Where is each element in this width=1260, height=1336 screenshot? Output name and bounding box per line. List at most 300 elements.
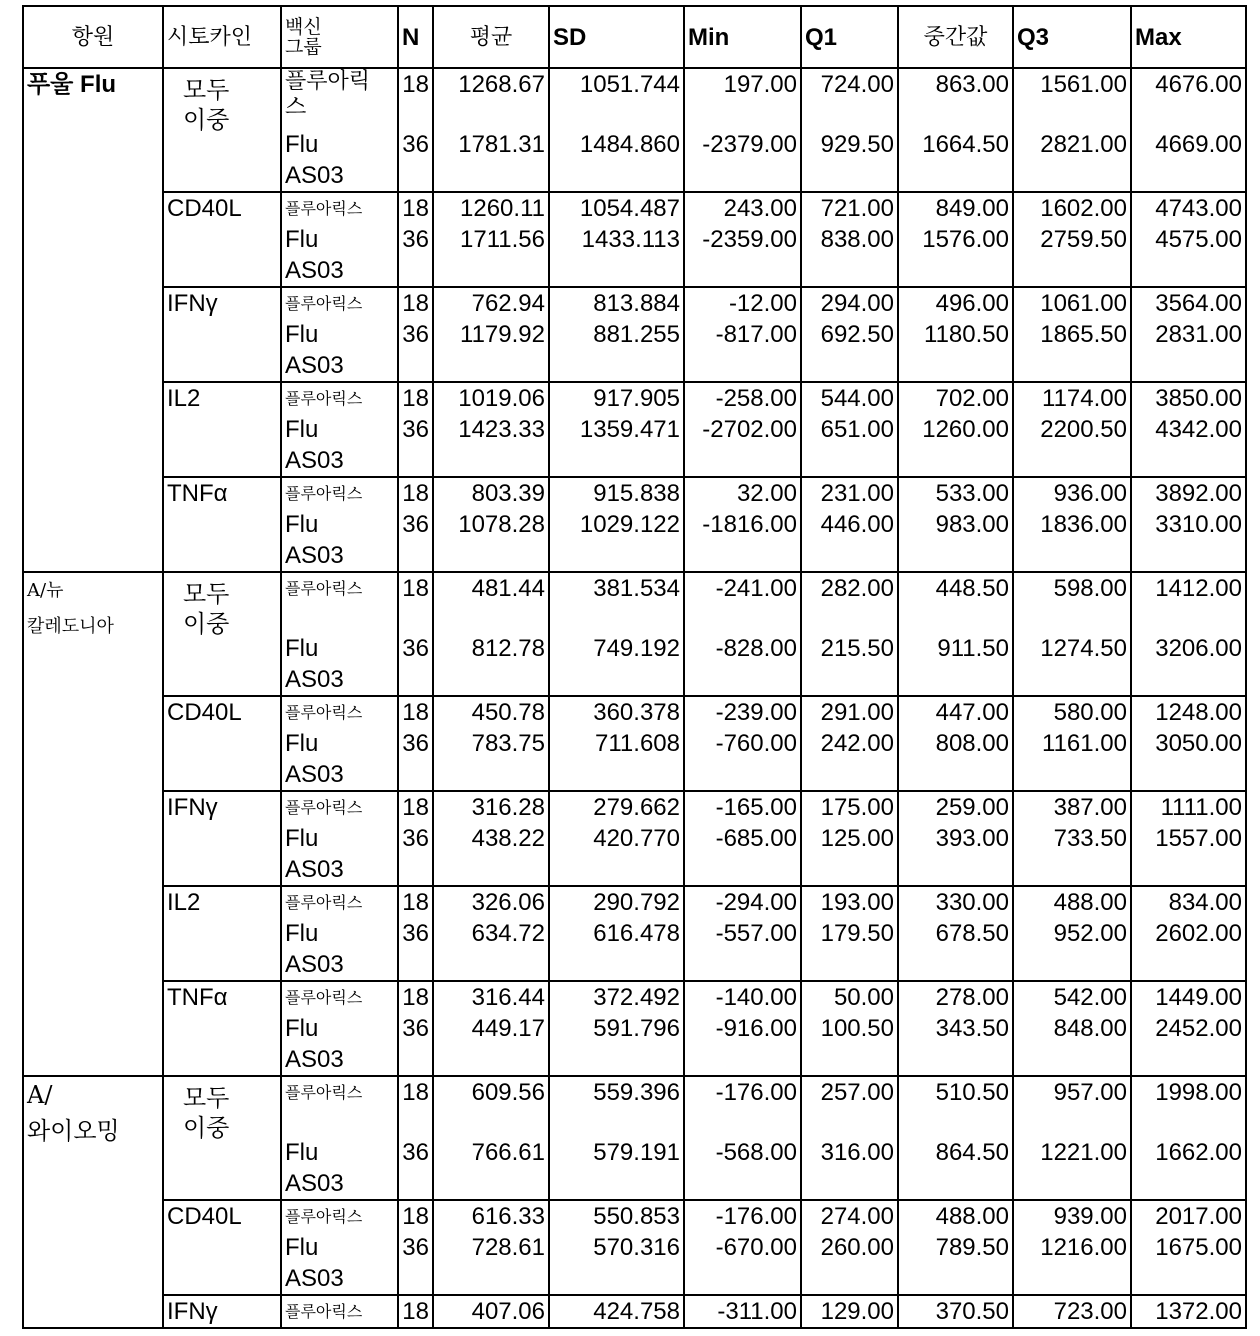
antigen-label: A/ 와이오밍 xyxy=(27,1077,159,1149)
value-sd: 1433.113 xyxy=(553,224,680,255)
value-mean: 316.28 xyxy=(437,792,545,823)
value-n: 36 xyxy=(402,1013,429,1044)
cell-n xyxy=(398,68,433,192)
value-sd: 420.770 xyxy=(553,823,680,854)
antigen-label: A/뉴 칼레도니아 xyxy=(27,573,159,645)
cell-q1 xyxy=(801,382,898,477)
vaccine-group-label: 플루아릭스 xyxy=(285,193,394,224)
cell-q3 xyxy=(1013,981,1131,1076)
value-max: 4575.00 xyxy=(1135,224,1242,255)
value-max: 1662.00 xyxy=(1135,1137,1242,1168)
cell-q3 xyxy=(1013,477,1131,572)
header-max: Max xyxy=(1131,6,1246,68)
value-sd: 372.492 xyxy=(553,982,680,1013)
vaccine-group-label: Flu AS03 xyxy=(285,414,345,476)
value-min: -140.00 xyxy=(688,982,797,1013)
value-q1: 125.00 xyxy=(805,823,894,854)
value-max: 1557.00 xyxy=(1135,823,1242,854)
value-min: -176.00 xyxy=(688,1077,797,1137)
value-sd: 550.853 xyxy=(553,1201,680,1232)
value-median: 330.00 xyxy=(902,887,1009,918)
cell-sd xyxy=(549,287,684,382)
vaccine-group-label: 플루아릭스 xyxy=(285,697,394,728)
cell-q1 xyxy=(801,791,898,886)
value-q1: 242.00 xyxy=(805,728,894,759)
vaccine-group-label: Flu AS03 xyxy=(285,129,345,191)
value-max: 1248.00 xyxy=(1135,697,1242,728)
vaccine-group-label: Flu AS03 xyxy=(285,1137,345,1199)
value-q3: 848.00 xyxy=(1017,1013,1127,1044)
table-row xyxy=(23,1076,1246,1200)
value-q1: 929.50 xyxy=(805,129,894,160)
cell-n xyxy=(398,572,433,696)
vaccine-group-label: Flu AS03 xyxy=(285,509,345,571)
table-row xyxy=(23,287,1246,382)
cell-min xyxy=(684,1295,801,1328)
cell-q3 xyxy=(1013,1076,1131,1200)
value-n: 18 xyxy=(402,478,429,509)
cell-min xyxy=(684,886,801,981)
cell-mean xyxy=(433,287,549,382)
value-min: -176.00 xyxy=(688,1201,797,1232)
value-max: 1412.00 xyxy=(1135,573,1242,633)
table-row xyxy=(23,791,1246,886)
value-mean: 449.17 xyxy=(437,1013,545,1044)
vaccine-group-cell xyxy=(281,791,398,886)
value-q3: 488.00 xyxy=(1017,887,1127,918)
value-q1: 316.00 xyxy=(805,1137,894,1168)
value-max: 1998.00 xyxy=(1135,1077,1242,1137)
cell-median xyxy=(898,886,1013,981)
value-max: 3310.00 xyxy=(1135,509,1242,540)
header-cytokine: 시토카인 xyxy=(163,6,281,68)
value-median: 702.00 xyxy=(902,383,1009,414)
value-mean: 762.94 xyxy=(437,288,545,319)
value-n: 36 xyxy=(402,509,429,540)
value-n: 18 xyxy=(402,383,429,414)
value-max: 2831.00 xyxy=(1135,319,1242,350)
value-q3: 939.00 xyxy=(1017,1201,1127,1232)
value-min: -311.00 xyxy=(688,1296,797,1327)
value-min: -2359.00 xyxy=(688,224,797,255)
value-q1: 129.00 xyxy=(805,1296,894,1327)
value-n: 18 xyxy=(402,69,429,129)
cell-max xyxy=(1131,791,1246,886)
value-median: 1180.50 xyxy=(902,319,1009,350)
cell-max xyxy=(1131,572,1246,696)
cell-n xyxy=(398,1295,433,1328)
value-q1: 651.00 xyxy=(805,414,894,445)
cell-max xyxy=(1131,886,1246,981)
value-mean: 481.44 xyxy=(437,573,545,633)
value-q1: 721.00 xyxy=(805,193,894,224)
cell-median xyxy=(898,382,1013,477)
value-mean: 803.39 xyxy=(437,478,545,509)
cell-q1 xyxy=(801,1295,898,1328)
value-mean: 766.61 xyxy=(437,1137,545,1168)
cell-n xyxy=(398,192,433,287)
value-sd: 1054.487 xyxy=(553,193,680,224)
cytokine-label: IL2 xyxy=(167,383,277,414)
cell-max xyxy=(1131,1295,1246,1328)
cell-median xyxy=(898,696,1013,791)
value-max: 2452.00 xyxy=(1135,1013,1242,1044)
value-q3: 1561.00 xyxy=(1017,69,1127,129)
cell-median xyxy=(898,477,1013,572)
value-q1: 274.00 xyxy=(805,1201,894,1232)
cell-median xyxy=(898,1295,1013,1328)
cell-n xyxy=(398,382,433,477)
cytokine-label: TNFα xyxy=(167,982,277,1013)
cell-mean xyxy=(433,382,549,477)
value-min: -685.00 xyxy=(688,823,797,854)
value-sd: 570.316 xyxy=(553,1232,680,1263)
value-median: 496.00 xyxy=(902,288,1009,319)
value-min: -258.00 xyxy=(688,383,797,414)
value-max: 4676.00 xyxy=(1135,69,1242,129)
value-median: 343.50 xyxy=(902,1013,1009,1044)
value-sd: 279.662 xyxy=(553,792,680,823)
cell-min xyxy=(684,791,801,886)
cell-median xyxy=(898,192,1013,287)
value-mean: 1781.31 xyxy=(437,129,545,160)
vaccine-group-label: 플루아릭스 xyxy=(285,792,394,823)
cell-mean xyxy=(433,696,549,791)
value-min: -670.00 xyxy=(688,1232,797,1263)
value-max: 3892.00 xyxy=(1135,478,1242,509)
cytokine-cell xyxy=(163,1200,281,1295)
value-q3: 1602.00 xyxy=(1017,193,1127,224)
antigen-label: 푸울 Flu xyxy=(27,69,159,100)
cell-n xyxy=(398,1200,433,1295)
cell-sd xyxy=(549,981,684,1076)
value-q1: 294.00 xyxy=(805,288,894,319)
cell-max xyxy=(1131,696,1246,791)
value-min: -817.00 xyxy=(688,319,797,350)
value-n: 18 xyxy=(402,288,429,319)
value-q3: 387.00 xyxy=(1017,792,1127,823)
value-median: 849.00 xyxy=(902,193,1009,224)
value-mean: 1260.11 xyxy=(437,193,545,224)
cell-q1 xyxy=(801,1200,898,1295)
cell-max xyxy=(1131,382,1246,477)
value-q3: 1174.00 xyxy=(1017,383,1127,414)
value-q3: 1161.00 xyxy=(1017,728,1127,759)
table-row xyxy=(23,696,1246,791)
cell-q1 xyxy=(801,68,898,192)
value-q1: 100.50 xyxy=(805,1013,894,1044)
cell-q1 xyxy=(801,1076,898,1200)
cell-max xyxy=(1131,1076,1246,1200)
cell-sd xyxy=(549,382,684,477)
cell-q3 xyxy=(1013,68,1131,192)
value-sd: 591.796 xyxy=(553,1013,680,1044)
value-q3: 580.00 xyxy=(1017,697,1127,728)
cell-mean xyxy=(433,477,549,572)
header-sd: SD xyxy=(549,6,684,68)
vaccine-group-label: Flu AS03 xyxy=(285,728,345,790)
cytokine-cell xyxy=(163,68,281,192)
value-q3: 598.00 xyxy=(1017,573,1127,633)
cytokine-label: IFNγ xyxy=(167,1296,277,1327)
value-mean: 812.78 xyxy=(437,633,545,664)
cell-n xyxy=(398,886,433,981)
table-row xyxy=(23,192,1246,287)
cytokine-label: 모두 이중 xyxy=(167,69,277,135)
value-q1: 838.00 xyxy=(805,224,894,255)
cell-q3 xyxy=(1013,1295,1131,1328)
cell-q1 xyxy=(801,981,898,1076)
value-mean: 609.56 xyxy=(437,1077,545,1137)
cell-mean xyxy=(433,886,549,981)
value-sd: 749.192 xyxy=(553,633,680,664)
value-mean: 326.06 xyxy=(437,887,545,918)
vaccine-group-label: Flu AS03 xyxy=(285,1013,345,1075)
value-median: 533.00 xyxy=(902,478,1009,509)
cell-median xyxy=(898,791,1013,886)
value-max: 4743.00 xyxy=(1135,193,1242,224)
value-median: 911.50 xyxy=(902,633,1009,664)
value-median: 393.00 xyxy=(902,823,1009,854)
value-max: 3564.00 xyxy=(1135,288,1242,319)
cell-q1 xyxy=(801,477,898,572)
table-row xyxy=(23,1295,1246,1328)
value-mean: 316.44 xyxy=(437,982,545,1013)
cell-n xyxy=(398,791,433,886)
table-row xyxy=(23,68,1246,192)
cell-n xyxy=(398,1076,433,1200)
value-q3: 1221.00 xyxy=(1017,1137,1127,1168)
value-sd: 881.255 xyxy=(553,319,680,350)
value-sd: 424.758 xyxy=(553,1296,680,1327)
value-min: 197.00 xyxy=(688,69,797,129)
value-mean: 1423.33 xyxy=(437,414,545,445)
value-median: 448.50 xyxy=(902,573,1009,633)
value-max: 3050.00 xyxy=(1135,728,1242,759)
value-min: -828.00 xyxy=(688,633,797,664)
antigen-cell xyxy=(23,572,163,1076)
value-q3: 2821.00 xyxy=(1017,129,1127,160)
value-min: -557.00 xyxy=(688,918,797,949)
value-median: 1664.50 xyxy=(902,129,1009,160)
value-min: -760.00 xyxy=(688,728,797,759)
cell-q1 xyxy=(801,287,898,382)
cell-sd xyxy=(549,886,684,981)
cytokine-statistics-table xyxy=(22,5,1247,1329)
cell-n xyxy=(398,696,433,791)
vaccine-group-label: 플루아릭스 xyxy=(285,69,380,129)
value-q1: 724.00 xyxy=(805,69,894,129)
value-sd: 381.534 xyxy=(553,573,680,633)
cell-sd xyxy=(549,1200,684,1295)
value-mean: 407.06 xyxy=(437,1296,545,1327)
cytokine-cell xyxy=(163,696,281,791)
cell-min xyxy=(684,981,801,1076)
value-median: 863.00 xyxy=(902,69,1009,129)
header-median: 중간값 xyxy=(898,6,1013,68)
vaccine-group-cell xyxy=(281,287,398,382)
cell-mean xyxy=(433,68,549,192)
cell-q1 xyxy=(801,572,898,696)
value-min: 243.00 xyxy=(688,193,797,224)
cell-mean xyxy=(433,1295,549,1328)
value-q1: 257.00 xyxy=(805,1077,894,1137)
cell-median xyxy=(898,1076,1013,1200)
value-mean: 1268.67 xyxy=(437,69,545,129)
table-row xyxy=(23,382,1246,477)
value-sd: 813.884 xyxy=(553,288,680,319)
value-max: 3850.00 xyxy=(1135,383,1242,414)
table-row xyxy=(23,981,1246,1076)
value-max: 1449.00 xyxy=(1135,982,1242,1013)
value-n: 18 xyxy=(402,982,429,1013)
cell-min xyxy=(684,1200,801,1295)
value-max: 1675.00 xyxy=(1135,1232,1242,1263)
value-q3: 1061.00 xyxy=(1017,288,1127,319)
vaccine-group-label: 플루아릭스 xyxy=(285,573,394,633)
cell-median xyxy=(898,981,1013,1076)
value-q3: 2759.50 xyxy=(1017,224,1127,255)
value-q1: 282.00 xyxy=(805,573,894,633)
cytokine-label: CD40L xyxy=(167,697,277,728)
value-sd: 915.838 xyxy=(553,478,680,509)
table-row xyxy=(23,572,1246,696)
value-min: -12.00 xyxy=(688,288,797,319)
cytokine-cell xyxy=(163,572,281,696)
value-median: 1260.00 xyxy=(902,414,1009,445)
value-min: -916.00 xyxy=(688,1013,797,1044)
cell-q1 xyxy=(801,192,898,287)
value-n: 36 xyxy=(402,1137,429,1168)
value-q3: 1274.50 xyxy=(1017,633,1127,664)
value-sd: 1051.744 xyxy=(553,69,680,129)
cytokine-cell xyxy=(163,1076,281,1200)
value-n: 18 xyxy=(402,1296,429,1327)
cell-min xyxy=(684,192,801,287)
value-sd: 1359.471 xyxy=(553,414,680,445)
value-n: 18 xyxy=(402,1201,429,1232)
cell-min xyxy=(684,287,801,382)
cell-q3 xyxy=(1013,572,1131,696)
value-min: -294.00 xyxy=(688,887,797,918)
value-n: 36 xyxy=(402,633,429,664)
value-sd: 360.378 xyxy=(553,697,680,728)
cell-sd xyxy=(549,477,684,572)
cell-mean xyxy=(433,791,549,886)
cell-n xyxy=(398,477,433,572)
cell-min xyxy=(684,1076,801,1200)
value-n: 36 xyxy=(402,414,429,445)
cell-sd xyxy=(549,68,684,192)
cytokine-cell xyxy=(163,791,281,886)
cytokine-label: CD40L xyxy=(167,1201,277,1232)
value-sd: 1029.122 xyxy=(553,509,680,540)
cell-median xyxy=(898,1200,1013,1295)
cell-max xyxy=(1131,981,1246,1076)
vaccine-group-label: 플루아릭스 xyxy=(285,288,394,319)
cell-mean xyxy=(433,1076,549,1200)
vaccine-group-cell xyxy=(281,572,398,696)
vaccine-group-label: 플루아릭스 xyxy=(285,1296,394,1327)
value-n: 18 xyxy=(402,573,429,633)
value-min: 32.00 xyxy=(688,478,797,509)
value-q1: 544.00 xyxy=(805,383,894,414)
cell-max xyxy=(1131,1200,1246,1295)
cytokine-cell xyxy=(163,886,281,981)
cytokine-cell xyxy=(163,192,281,287)
value-n: 36 xyxy=(402,728,429,759)
value-median: 447.00 xyxy=(902,697,1009,728)
header-min: Min xyxy=(684,6,801,68)
value-q3: 1865.50 xyxy=(1017,319,1127,350)
cell-mean xyxy=(433,1200,549,1295)
value-median: 678.50 xyxy=(902,918,1009,949)
value-n: 18 xyxy=(402,887,429,918)
value-min: -1816.00 xyxy=(688,509,797,540)
cell-n xyxy=(398,981,433,1076)
cell-min xyxy=(684,572,801,696)
cell-q3 xyxy=(1013,696,1131,791)
vaccine-group-label: 플루아릭스 xyxy=(285,982,394,1013)
value-sd: 1484.860 xyxy=(553,129,680,160)
value-min: -165.00 xyxy=(688,792,797,823)
cytokine-label: 모두 이중 xyxy=(167,1077,277,1143)
value-max: 2602.00 xyxy=(1135,918,1242,949)
cell-sd xyxy=(549,696,684,791)
value-max: 3206.00 xyxy=(1135,633,1242,664)
value-sd: 711.608 xyxy=(553,728,680,759)
vaccine-group-cell xyxy=(281,68,398,192)
value-mean: 450.78 xyxy=(437,697,545,728)
cell-min xyxy=(684,68,801,192)
value-q1: 446.00 xyxy=(805,509,894,540)
value-median: 259.00 xyxy=(902,792,1009,823)
cell-mean xyxy=(433,572,549,696)
value-max: 834.00 xyxy=(1135,887,1242,918)
cell-sd xyxy=(549,192,684,287)
cell-q3 xyxy=(1013,886,1131,981)
table-row xyxy=(23,886,1246,981)
vaccine-group-label: Flu AS03 xyxy=(285,823,345,885)
cell-sd xyxy=(549,572,684,696)
vaccine-group-label: 플루아릭스 xyxy=(285,1201,394,1232)
value-q3: 733.50 xyxy=(1017,823,1127,854)
value-min: -241.00 xyxy=(688,573,797,633)
value-sd: 579.191 xyxy=(553,1137,680,1168)
value-q1: 291.00 xyxy=(805,697,894,728)
value-max: 4342.00 xyxy=(1135,414,1242,445)
cell-min xyxy=(684,382,801,477)
vaccine-group-cell xyxy=(281,696,398,791)
vaccine-group-cell xyxy=(281,192,398,287)
value-q3: 952.00 xyxy=(1017,918,1127,949)
cell-max xyxy=(1131,477,1246,572)
value-q1: 231.00 xyxy=(805,478,894,509)
value-sd: 290.792 xyxy=(553,887,680,918)
cytokine-label: 모두 이중 xyxy=(167,573,277,639)
value-sd: 559.396 xyxy=(553,1077,680,1137)
value-q1: 50.00 xyxy=(805,982,894,1013)
value-max: 1372.00 xyxy=(1135,1296,1242,1327)
cytokine-label: IFNγ xyxy=(167,792,277,823)
vaccine-group-label: 플루아릭스 xyxy=(285,1077,394,1137)
value-min: -2702.00 xyxy=(688,414,797,445)
value-median: 488.00 xyxy=(902,1201,1009,1232)
cytokine-cell xyxy=(163,477,281,572)
cell-sd xyxy=(549,791,684,886)
value-median: 808.00 xyxy=(902,728,1009,759)
cell-mean xyxy=(433,981,549,1076)
